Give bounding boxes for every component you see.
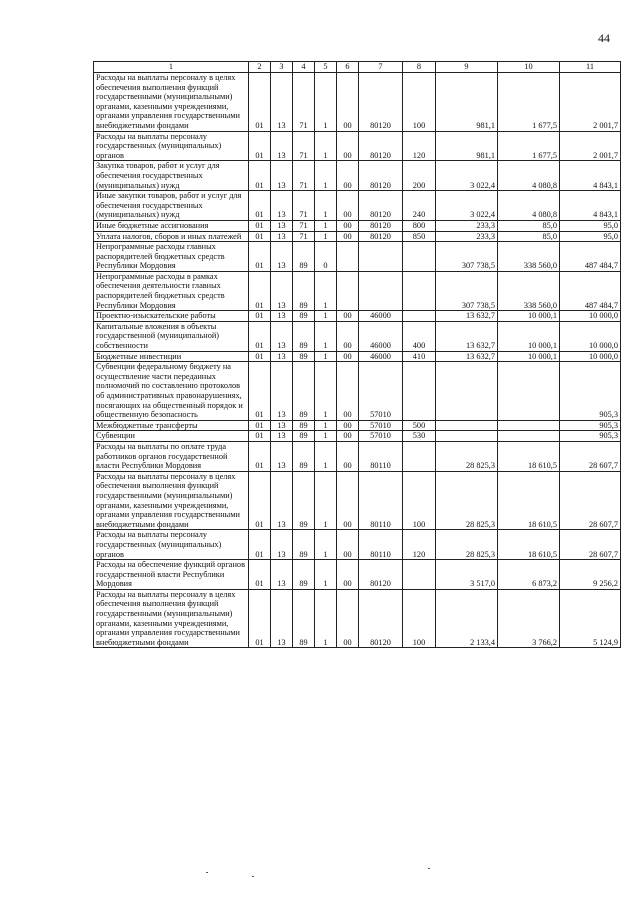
code-cell: 13 xyxy=(271,420,293,431)
code-cell: 00 xyxy=(337,351,359,362)
code-cell: 1 xyxy=(315,191,337,221)
code-cell: 89 xyxy=(293,242,315,272)
code-cell: 71 xyxy=(293,231,315,242)
code-cell: 71 xyxy=(293,220,315,231)
code-cell: 89 xyxy=(293,321,315,351)
amount-cell: 13 632,7 xyxy=(436,311,498,322)
amount-cell: 4 080,8 xyxy=(498,161,560,191)
code-cell: 1 xyxy=(315,530,337,560)
code-cell: 1 xyxy=(315,271,337,310)
code-cell: 13 xyxy=(271,271,293,310)
amount-cell: 28 825,3 xyxy=(436,471,498,530)
amount-cell: 5 124,9 xyxy=(560,589,621,648)
code-cell: 80120 xyxy=(359,231,403,242)
code-cell: 89 xyxy=(293,420,315,431)
amount-cell: 10 000,1 xyxy=(498,351,560,362)
code-cell: 89 xyxy=(293,351,315,362)
code-cell xyxy=(359,271,403,310)
code-cell: 01 xyxy=(249,242,271,272)
column-header-9: 9 xyxy=(436,62,498,73)
code-cell: 13 xyxy=(271,441,293,471)
code-cell: 13 xyxy=(271,161,293,191)
table-row xyxy=(94,441,621,471)
column-header-1: 1 xyxy=(94,62,249,73)
code-cell: 530 xyxy=(403,431,436,442)
amount-cell: 13 632,7 xyxy=(436,321,498,351)
expense-name-cell: Межбюджетные трансферты xyxy=(94,420,249,431)
expense-name-cell: Капитальные вложения в объекты государственной (муниципальной) собственности xyxy=(94,321,249,351)
amount-cell: 85,0 xyxy=(498,231,560,242)
expense-name-cell: Проектно-изыскательские работы xyxy=(94,311,249,322)
amount-cell xyxy=(498,362,560,421)
code-cell: 120 xyxy=(403,131,436,161)
amount-cell: 9 256,2 xyxy=(560,560,621,590)
code-cell: 13 xyxy=(271,231,293,242)
code-cell: 1 xyxy=(315,131,337,161)
column-header-5: 5 xyxy=(315,62,337,73)
code-cell: 71 xyxy=(293,131,315,161)
amount-cell: 2 001,7 xyxy=(560,131,621,161)
code-cell: 13 xyxy=(271,351,293,362)
code-cell xyxy=(359,242,403,272)
scan-speck xyxy=(252,876,254,877)
code-cell: 89 xyxy=(293,311,315,322)
amount-cell: 3 766,2 xyxy=(498,589,560,648)
code-cell: 00 xyxy=(337,311,359,322)
code-cell: 00 xyxy=(337,220,359,231)
code-cell: 01 xyxy=(249,311,271,322)
code-cell: 80110 xyxy=(359,441,403,471)
code-cell: 89 xyxy=(293,560,315,590)
code-cell xyxy=(403,441,436,471)
code-cell: 800 xyxy=(403,220,436,231)
code-cell xyxy=(337,271,359,310)
code-cell: 80120 xyxy=(359,73,403,132)
column-header-2: 2 xyxy=(249,62,271,73)
code-cell: 13 xyxy=(271,191,293,221)
expense-name-cell: Расходы на обеспечение функций органов государственной власти Республики Мордовия xyxy=(94,560,249,590)
code-cell: 80120 xyxy=(359,220,403,231)
code-cell: 80120 xyxy=(359,560,403,590)
expense-name-cell: Расходы на выплаты персоналу в целях обеспечения выполнения функций государственными (муниципальными) органами, казенными учреждениями, органами управления государственными внебюджетными фондами xyxy=(94,471,249,530)
code-cell: 850 xyxy=(403,231,436,242)
code-cell: 01 xyxy=(249,530,271,560)
code-cell: 80120 xyxy=(359,589,403,648)
code-cell: 1 xyxy=(315,560,337,590)
amount-cell: 307 738,5 xyxy=(436,242,498,272)
expense-name-cell: Расходы на выплаты персоналу в целях обеспечения выполнения функций государственными (муниципальными) органами, казенными учреждениями, органами управления государственными внебюджетными фондами xyxy=(94,589,249,648)
code-cell: 1 xyxy=(315,161,337,191)
amount-cell: 18 610,5 xyxy=(498,471,560,530)
expense-name-cell: Расходы на выплаты персоналу в целях обеспечения выполнения функций государственными (муниципальными) органами, казенными учреждениями, органами управления государственными внебюджетными фондами xyxy=(94,73,249,132)
amount-cell xyxy=(498,420,560,431)
code-cell: 00 xyxy=(337,191,359,221)
code-cell: 01 xyxy=(249,131,271,161)
amount-cell: 233,3 xyxy=(436,220,498,231)
code-cell: 00 xyxy=(337,441,359,471)
scan-speck xyxy=(206,872,208,873)
amount-cell: 28 607,7 xyxy=(560,471,621,530)
code-cell xyxy=(337,242,359,272)
code-cell: 00 xyxy=(337,560,359,590)
code-cell: 01 xyxy=(249,73,271,132)
code-cell: 57010 xyxy=(359,420,403,431)
code-cell: 13 xyxy=(271,431,293,442)
code-cell: 01 xyxy=(249,362,271,421)
code-cell: 89 xyxy=(293,530,315,560)
code-cell: 1 xyxy=(315,351,337,362)
column-header-8: 8 xyxy=(403,62,436,73)
amount-cell: 905,3 xyxy=(560,420,621,431)
code-cell: 80110 xyxy=(359,471,403,530)
code-cell: 100 xyxy=(403,589,436,648)
code-cell: 80120 xyxy=(359,131,403,161)
code-cell: 71 xyxy=(293,161,315,191)
amount-cell: 905,3 xyxy=(560,431,621,442)
amount-cell: 95,0 xyxy=(560,231,621,242)
code-cell: 13 xyxy=(271,73,293,132)
code-cell: 1 xyxy=(315,441,337,471)
expense-name-cell: Расходы на выплаты по оплате труда работников органов государственной власти Республики Мордовия xyxy=(94,441,249,471)
expense-name-cell: Непрограммные расходы в рамках обеспечения деятельности главных распорядителей бюджетных средств Республики Мордовия xyxy=(94,271,249,310)
table-row xyxy=(94,530,621,560)
code-cell: 89 xyxy=(293,441,315,471)
code-cell xyxy=(403,362,436,421)
code-cell: 13 xyxy=(271,560,293,590)
amount-cell: 338 560,0 xyxy=(498,242,560,272)
amount-cell: 2 001,7 xyxy=(560,73,621,132)
code-cell: 00 xyxy=(337,321,359,351)
code-cell: 00 xyxy=(337,420,359,431)
amount-cell: 10 000,1 xyxy=(498,321,560,351)
expense-name-cell: Закупка товаров, работ и услуг для обеспечения государственных (муниципальных) нужд xyxy=(94,161,249,191)
code-cell: 13 xyxy=(271,530,293,560)
code-cell: 240 xyxy=(403,191,436,221)
amount-cell: 1 677,5 xyxy=(498,73,560,132)
amount-cell: 3 022,4 xyxy=(436,191,498,221)
code-cell: 01 xyxy=(249,321,271,351)
amount-cell: 307 738,5 xyxy=(436,271,498,310)
amount-cell: 85,0 xyxy=(498,220,560,231)
code-cell: 01 xyxy=(249,191,271,221)
code-cell: 13 xyxy=(271,242,293,272)
amount-cell: 18 610,5 xyxy=(498,441,560,471)
amount-cell: 18 610,5 xyxy=(498,530,560,560)
code-cell: 1 xyxy=(315,589,337,648)
amount-cell: 13 632,7 xyxy=(436,351,498,362)
table-row xyxy=(94,271,621,310)
code-cell: 71 xyxy=(293,191,315,221)
expense-name-cell: Иные бюджетные ассигнования xyxy=(94,220,249,231)
table-row xyxy=(94,220,621,231)
expense-name-cell: Расходы на выплаты персоналу государственных (муниципальных) органов xyxy=(94,131,249,161)
code-cell: 01 xyxy=(249,220,271,231)
amount-cell: 95,0 xyxy=(560,220,621,231)
code-cell: 1 xyxy=(315,311,337,322)
code-cell: 01 xyxy=(249,589,271,648)
amount-cell: 6 873,2 xyxy=(498,560,560,590)
code-cell: 13 xyxy=(271,471,293,530)
scan-speck xyxy=(428,868,430,869)
code-cell: 89 xyxy=(293,362,315,421)
page-number: 44 xyxy=(598,31,610,45)
code-cell: 100 xyxy=(403,73,436,132)
code-cell: 00 xyxy=(337,131,359,161)
table-row xyxy=(94,471,621,530)
table-row xyxy=(94,311,621,322)
expense-name-cell: Иные закупки товаров, работ и услуг для обеспечения государственных (муниципальных) нужд xyxy=(94,191,249,221)
amount-cell: 28 607,7 xyxy=(560,530,621,560)
budget-table xyxy=(93,61,621,648)
code-cell: 13 xyxy=(271,311,293,322)
code-cell: 01 xyxy=(249,161,271,191)
column-header-3: 3 xyxy=(271,62,293,73)
code-cell: 00 xyxy=(337,73,359,132)
amount-cell: 981,1 xyxy=(436,131,498,161)
table-row xyxy=(94,73,621,132)
amount-cell: 981,1 xyxy=(436,73,498,132)
amount-cell: 10 000,0 xyxy=(560,311,621,322)
expense-name-cell: Уплата налогов, сборов и иных платежей xyxy=(94,231,249,242)
header-row xyxy=(94,62,621,73)
amount-cell xyxy=(498,431,560,442)
code-cell: 46000 xyxy=(359,351,403,362)
code-cell: 1 xyxy=(315,420,337,431)
code-cell: 13 xyxy=(271,321,293,351)
table-row xyxy=(94,131,621,161)
code-cell: 01 xyxy=(249,231,271,242)
table-row xyxy=(94,351,621,362)
amount-cell: 3 022,4 xyxy=(436,161,498,191)
code-cell: 00 xyxy=(337,161,359,191)
code-cell: 89 xyxy=(293,589,315,648)
expense-name-cell: Расходы на выплаты персоналу государственных (муниципальных) органов xyxy=(94,530,249,560)
amount-cell: 28 607,7 xyxy=(560,441,621,471)
table-row xyxy=(94,431,621,442)
table-row xyxy=(94,321,621,351)
column-header-10: 10 xyxy=(498,62,560,73)
amount-cell: 233,3 xyxy=(436,231,498,242)
code-cell: 1 xyxy=(315,362,337,421)
code-cell: 71 xyxy=(293,73,315,132)
code-cell: 00 xyxy=(337,530,359,560)
code-cell: 80120 xyxy=(359,161,403,191)
expense-name-cell: Субвенции xyxy=(94,431,249,442)
table-row xyxy=(94,242,621,272)
code-cell: 120 xyxy=(403,530,436,560)
code-cell: 1 xyxy=(315,73,337,132)
table-row xyxy=(94,560,621,590)
amount-cell: 28 825,3 xyxy=(436,530,498,560)
amount-cell: 4 843,1 xyxy=(560,191,621,221)
code-cell: 1 xyxy=(315,231,337,242)
amount-cell: 2 133,4 xyxy=(436,589,498,648)
code-cell: 01 xyxy=(249,441,271,471)
code-cell: 01 xyxy=(249,271,271,310)
code-cell: 400 xyxy=(403,321,436,351)
expense-name-cell: Субвенции федеральному бюджету на осуществление части переданных полномочий по составлению протоколов об административных правонарушениях, посягающих на общественный порядок и общественную безопасность xyxy=(94,362,249,421)
amount-cell: 487 484,7 xyxy=(560,271,621,310)
amount-cell: 338 560,0 xyxy=(498,271,560,310)
code-cell: 80120 xyxy=(359,191,403,221)
code-cell: 1 xyxy=(315,431,337,442)
code-cell: 100 xyxy=(403,471,436,530)
code-cell: 01 xyxy=(249,351,271,362)
code-cell: 00 xyxy=(337,471,359,530)
code-cell: 57010 xyxy=(359,431,403,442)
table-row xyxy=(94,589,621,648)
amount-cell: 10 000,0 xyxy=(560,351,621,362)
code-cell: 89 xyxy=(293,431,315,442)
code-cell: 410 xyxy=(403,351,436,362)
code-cell xyxy=(403,242,436,272)
code-cell xyxy=(403,560,436,590)
code-cell: 1 xyxy=(315,471,337,530)
code-cell: 01 xyxy=(249,560,271,590)
expense-name-cell: Непрограммные расходы главных распорядителей бюджетных средств Республики Мордовия xyxy=(94,242,249,272)
table-row xyxy=(94,362,621,421)
code-cell xyxy=(403,271,436,310)
code-cell: 89 xyxy=(293,271,315,310)
code-cell: 0 xyxy=(315,242,337,272)
code-cell: 00 xyxy=(337,362,359,421)
code-cell: 46000 xyxy=(359,321,403,351)
code-cell: 13 xyxy=(271,589,293,648)
code-cell: 89 xyxy=(293,471,315,530)
column-header-6: 6 xyxy=(337,62,359,73)
column-header-11: 11 xyxy=(560,62,621,73)
code-cell: 1 xyxy=(315,220,337,231)
amount-cell: 905,3 xyxy=(560,362,621,421)
code-cell: 00 xyxy=(337,589,359,648)
code-cell: 13 xyxy=(271,220,293,231)
code-cell: 57010 xyxy=(359,362,403,421)
amount-cell: 4 843,1 xyxy=(560,161,621,191)
code-cell: 500 xyxy=(403,420,436,431)
amount-cell xyxy=(436,362,498,421)
amount-cell: 487 484,7 xyxy=(560,242,621,272)
code-cell: 13 xyxy=(271,131,293,161)
column-header-7: 7 xyxy=(359,62,403,73)
code-cell: 46000 xyxy=(359,311,403,322)
amount-cell: 10 000,1 xyxy=(498,311,560,322)
amount-cell: 10 000,0 xyxy=(560,321,621,351)
amount-cell xyxy=(436,420,498,431)
expense-name-cell: Бюджетные инвестиции xyxy=(94,351,249,362)
amount-cell: 3 517,0 xyxy=(436,560,498,590)
code-cell: 01 xyxy=(249,431,271,442)
table-row xyxy=(94,191,621,221)
column-header-4: 4 xyxy=(293,62,315,73)
table-row xyxy=(94,420,621,431)
code-cell: 1 xyxy=(315,321,337,351)
amount-cell xyxy=(436,431,498,442)
amount-cell: 28 825,3 xyxy=(436,441,498,471)
amount-cell: 4 080,8 xyxy=(498,191,560,221)
code-cell xyxy=(403,311,436,322)
code-cell: 200 xyxy=(403,161,436,191)
code-cell: 01 xyxy=(249,420,271,431)
table-row xyxy=(94,231,621,242)
code-cell: 00 xyxy=(337,431,359,442)
table-row xyxy=(94,161,621,191)
code-cell: 13 xyxy=(271,362,293,421)
code-cell: 80110 xyxy=(359,530,403,560)
code-cell: 00 xyxy=(337,231,359,242)
code-cell: 01 xyxy=(249,471,271,530)
amount-cell: 1 677,5 xyxy=(498,131,560,161)
